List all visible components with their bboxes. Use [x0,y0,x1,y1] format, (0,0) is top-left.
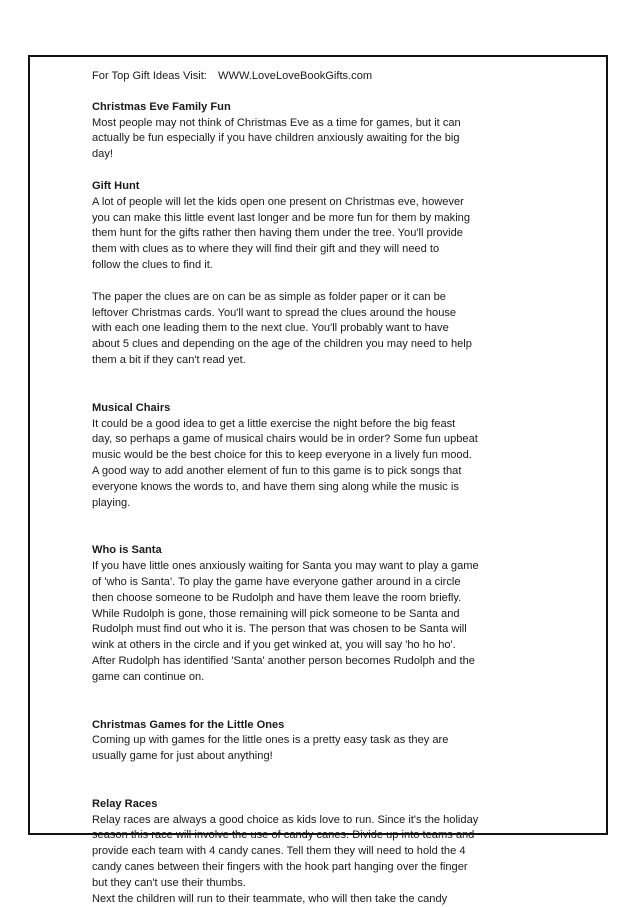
text-line: A good way to add another element of fun to this game is to pick songs that [92,464,462,477]
text-line: usually game for just about anything! [92,750,273,763]
spacer [92,765,502,797]
spacer [92,511,502,543]
section-musical-chairs [92,401,502,512]
text-line: provide each team with 4 candy canes. Tell them they will need to hold the 4 [92,845,466,858]
visit-label: For Top Gift Ideas Visit: [92,70,207,82]
section-christmas-eve-family-fun [92,100,502,163]
spacer [92,163,502,179]
paragraph [92,813,502,907]
text-line: If you have little ones anxiously waiting for Santa you may want to play a game [92,560,479,573]
text-line: follow the clues to find it. [92,258,213,271]
text-line: them a bit if they can't read yet. [92,353,246,366]
paragraph [92,733,502,765]
section-little-ones [92,718,502,765]
text-line: A lot of people will let the kids open one present on Christmas eve, however [92,195,464,208]
text-line: them with clues as to where they will find their gift and they will need to [92,243,440,256]
section-title: Who is Santa [92,544,162,557]
text-line: Rudolph must find out who it is. The person that was chosen to be Santa will [92,623,467,636]
document-body [92,69,502,907]
text-line: Most people may not think of Christmas Eve as a time for games, but it can [92,116,461,129]
section-gift-hunt [92,179,502,369]
text-line: actually be fun especially if you have children anxiously awaiting for the big [92,132,460,145]
text-line: day! [92,148,113,161]
text-line: It could be a good idea to get a little exercise the night before the big feast [92,417,456,430]
paragraph [92,116,502,163]
text-line: then choose someone to be Rudolph and have them leave the room briefly. [92,591,462,604]
text-line: wink at others in the circle and if you get winked at, you will say 'ho ho ho'. [92,639,456,652]
paragraph [92,559,502,685]
text-line: candy canes between their fingers with the hook part hanging over the finger [92,861,468,874]
text-line: Relay races are always a good choice as kids love to run. Since it's the holiday [92,813,479,826]
text-line: The paper the clues are on can be as simple as folder paper or it can be [92,290,446,303]
text-line: game can continue on. [92,670,205,683]
text-line: about 5 clues and depending on the age of the children you may need to help [92,338,472,351]
section-title: Gift Hunt [92,179,140,192]
text-line: While Rudolph is gone, those remaining will pick someone to be Santa and [92,607,460,620]
text-line: After Rudolph has identified 'Santa' another person becomes Rudolph and the [92,654,475,667]
paragraph [92,417,502,512]
spacer [92,369,502,401]
section-title: Relay Races [92,797,158,810]
text-line: leftover Christmas cards. You'll want to spread the clues around the house [92,306,457,319]
section-title: Musical Chairs [92,401,171,414]
section-title: Christmas Games for the Little Ones [92,718,285,731]
text-line: season this race will involve the use of candy canes. Divide up into teams and [92,829,475,842]
paragraph [92,195,502,274]
text-line: them hunt for the gifts rather then having them under the tree. You'll provide [92,227,463,240]
text-line: music would be the best choice for this to keep everyone in a lively fun mood. [92,449,472,462]
text-line: Coming up with games for the little ones is a pretty easy task as they are [92,734,449,747]
spacer [92,686,502,718]
visit-url: WWW.LoveLoveBookGifts.com [218,70,373,82]
section-relay-races [92,797,502,907]
text-line: with each one leading them to the next clue. You'll probably want to have [92,322,449,335]
text-line: Next the children will run to their teammate, who will then take the candy [92,892,448,905]
spacer [92,274,502,290]
text-line: playing. [92,496,131,509]
paragraph [92,290,502,369]
text-line: you can make this little event last longer and be more fun for them by making [92,211,471,224]
text-line: everyone knows the words to, and have them sing along while the music is [92,480,459,493]
section-title: Christmas Eve Family Fun [92,100,231,113]
text-line: of 'who is Santa'. To play the game have everyone gather around in a circle [92,575,461,588]
section-who-is-santa [92,543,502,685]
text-line: day, so perhaps a game of musical chairs would be in order? Some fun upbeat [92,433,478,446]
text-line: but they can't use their thumbs. [92,876,246,889]
header-line [92,69,502,85]
